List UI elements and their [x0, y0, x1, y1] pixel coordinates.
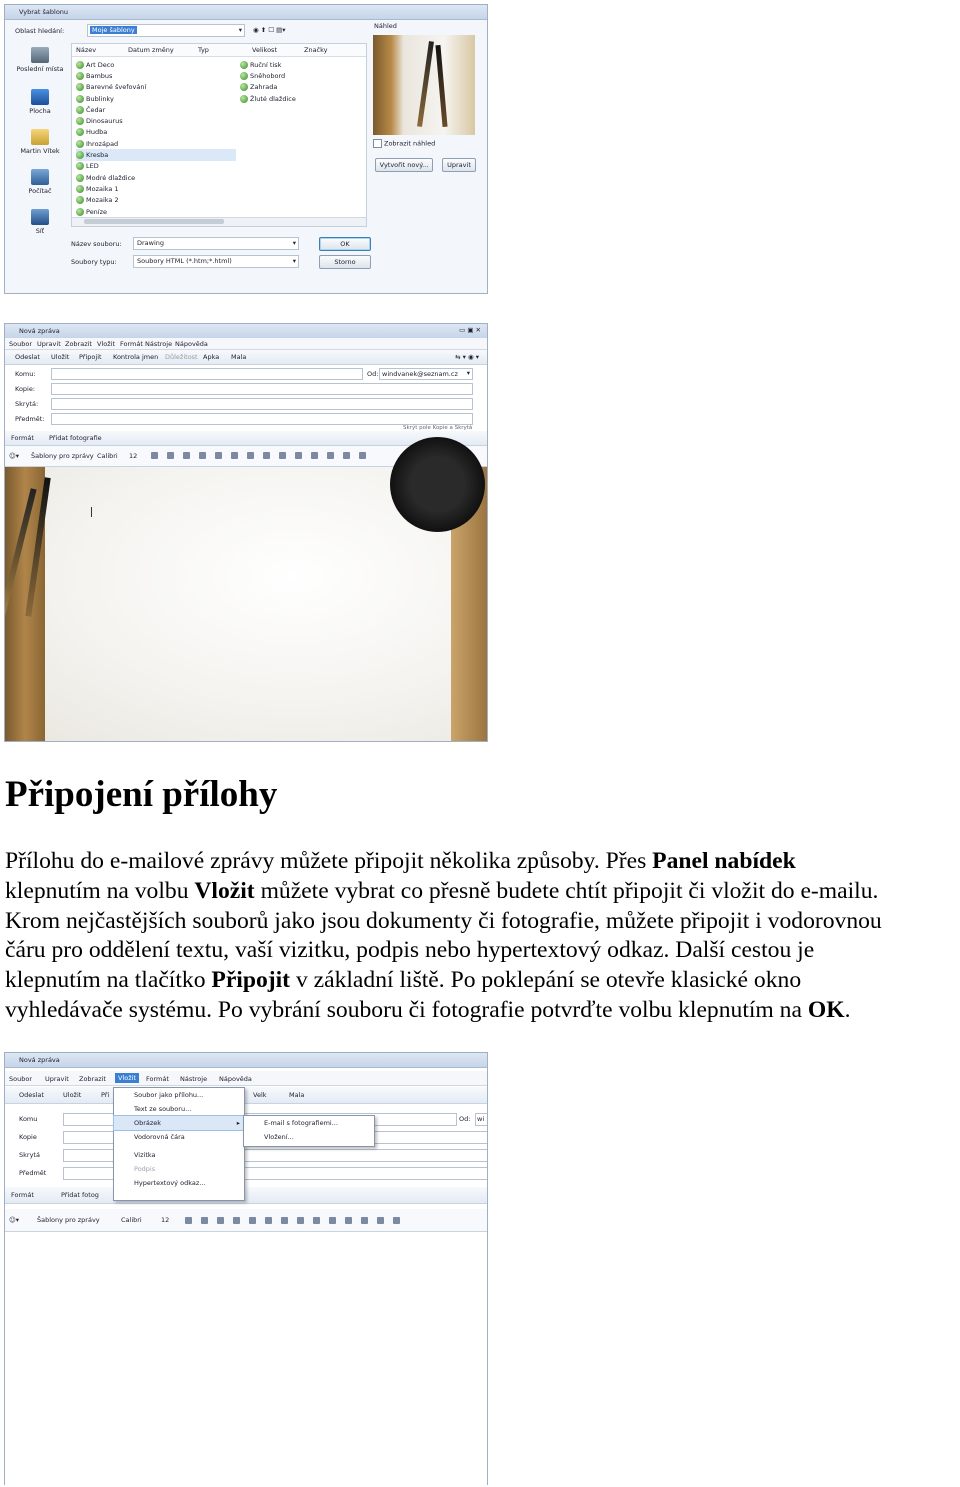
- indent-icon[interactable]: [311, 452, 318, 459]
- menu-file[interactable]: Soubor: [9, 340, 32, 348]
- template-dialog-screenshot: [4, 4, 488, 294]
- compose-titlebar: [5, 1053, 487, 1068]
- brush-icon: [417, 41, 434, 127]
- column-type[interactable]: Typ: [198, 46, 209, 54]
- bcc-label[interactable]: Skrytá:: [15, 400, 39, 408]
- nav-icons[interactable]: ◉ ⬆ ☐ ▤▾: [253, 26, 286, 34]
- column-name[interactable]: Název: [76, 46, 97, 54]
- undo-icon[interactable]: [297, 1217, 304, 1224]
- options-icon[interactable]: ⇆ ▾ ◉ ▾: [455, 353, 479, 361]
- format-bar: [5, 1187, 487, 1204]
- check-names-button[interactable]: Kontrola jmen: [113, 353, 159, 361]
- italic-icon[interactable]: [201, 1217, 208, 1224]
- template-icon: [76, 174, 84, 182]
- menu-item-hyperlink[interactable]: Hypertextový odkaz...: [134, 1179, 206, 1187]
- chevron-down-icon: ▾: [466, 369, 470, 377]
- column-headers: [72, 44, 366, 57]
- template-icon: [76, 106, 84, 114]
- message-body-stationery[interactable]: [5, 467, 487, 741]
- template-icon: [76, 151, 84, 159]
- horizontal-scrollbar[interactable]: [72, 217, 366, 226]
- template-icon: [76, 95, 84, 103]
- list-item[interactable]: Žluté dlaždice: [240, 93, 360, 104]
- compose-insert-menu-screenshot: [4, 1052, 488, 1485]
- recent-places-icon: [31, 47, 49, 63]
- search-dropdown[interactable]: [87, 24, 245, 37]
- velk-button[interactable]: Velk: [253, 1091, 267, 1099]
- cc-field[interactable]: [51, 383, 473, 395]
- list-item[interactable]: Ihrozápad: [76, 138, 236, 149]
- font-color-icon[interactable]: [199, 452, 206, 459]
- paragraph-run: čáru pro oddělení textu, vaší vizitku, podpis nebo hypertextový odkaz. Další cestou je: [5, 937, 815, 964]
- subject-field[interactable]: [51, 413, 473, 425]
- send-button[interactable]: Odeslat: [19, 1091, 44, 1099]
- from-select[interactable]: [475, 1113, 488, 1126]
- template-icon: [76, 162, 84, 170]
- from-label: Od:: [367, 370, 379, 378]
- menu-tools[interactable]: Nástroje: [145, 340, 173, 348]
- list-item[interactable]: Mozaika 1: [76, 183, 236, 194]
- template-icon: [76, 117, 84, 125]
- undo-icon[interactable]: [263, 452, 270, 459]
- from-value: wi: [477, 1115, 485, 1123]
- edit-button[interactable]: Upravit: [442, 158, 476, 172]
- cc-label[interactable]: Kopie:: [15, 385, 36, 393]
- menu-insert-active[interactable]: Vložit: [115, 1073, 139, 1083]
- paragraph-run: vyhledávače systému. Po vybrání souboru či fotografie potvrďte volbu klepnutím na: [5, 996, 808, 1023]
- apka-button[interactable]: Apka: [203, 353, 220, 361]
- menu-insert[interactable]: Vložit: [97, 340, 115, 348]
- picture-submenu: [243, 1115, 375, 1147]
- place-user[interactable]: Martin Vítek: [11, 129, 69, 155]
- highlight-icon[interactable]: [327, 452, 334, 459]
- send-button[interactable]: Odeslat: [15, 353, 40, 361]
- to-field[interactable]: [51, 368, 363, 380]
- templates-dropdown[interactable]: Šablony pro zprávy: [31, 452, 94, 460]
- menu-view[interactable]: Zobrazit: [79, 1075, 106, 1083]
- paste-icon[interactable]: [281, 1217, 288, 1224]
- cc-label[interactable]: Kopie: [19, 1133, 37, 1141]
- scrollbar-thumb[interactable]: [84, 219, 224, 224]
- template-icon: [240, 72, 248, 80]
- attach-button[interactable]: Při: [101, 1091, 110, 1099]
- menu-item-text-from-file[interactable]: Text ze souboru...: [134, 1105, 192, 1113]
- inkstone-icon: [390, 437, 485, 532]
- bold-term: Panel nabídek: [652, 848, 796, 874]
- message-body[interactable]: [5, 1233, 487, 1485]
- file-column-2: [240, 59, 360, 104]
- preview-image: [373, 35, 475, 135]
- list-icon[interactable]: [295, 452, 302, 459]
- menu-edit[interactable]: Upravit: [37, 340, 61, 348]
- search-label: Oblast hledání:: [15, 27, 65, 35]
- font-size-dropdown[interactable]: 12: [129, 452, 138, 460]
- indent-icon[interactable]: [345, 1217, 352, 1224]
- italic-icon[interactable]: [167, 452, 174, 459]
- network-icon: [31, 209, 49, 225]
- checkbox-checked-icon: [373, 139, 382, 148]
- save-button[interactable]: Uložit: [63, 1091, 82, 1099]
- place-desktop[interactable]: Plocha: [11, 89, 69, 115]
- filename-label: Název souboru:: [71, 240, 122, 248]
- paragraph-run: v základní liště. Po poklepání se otevře klasické okno: [290, 967, 802, 994]
- list-item[interactable]: Sněhobord: [240, 70, 360, 81]
- paragraph-run: .: [844, 996, 851, 1023]
- file-list: [71, 43, 367, 227]
- menu-item-insert-picture[interactable]: Vložení...: [264, 1133, 294, 1141]
- menu-view[interactable]: Zobrazit: [65, 340, 92, 348]
- template-icon: [240, 95, 248, 103]
- show-preview-checkbox[interactable]: Zobrazit náhled: [373, 139, 435, 148]
- preview-label: Náhled: [374, 22, 397, 30]
- add-photos-button[interactable]: Přidat fotog: [61, 1191, 99, 1199]
- list-item-selected[interactable]: Kresba: [76, 149, 236, 160]
- bold-icon[interactable]: [151, 452, 158, 459]
- desktop-icon: [31, 89, 49, 105]
- submenu-arrow-icon: ▸: [236, 1119, 240, 1127]
- mala-button[interactable]: Mala: [231, 353, 247, 361]
- underline-icon[interactable]: [217, 1217, 224, 1224]
- subject-label: Předmět:: [15, 415, 45, 423]
- template-icon: [76, 83, 84, 91]
- link-icon[interactable]: [377, 1217, 384, 1224]
- section-heading: Připojení přílohy: [5, 774, 278, 815]
- place-recent[interactable]: Poslední místa: [11, 47, 69, 73]
- computer-icon: [31, 169, 49, 185]
- filetype-label: Soubory typu:: [71, 258, 117, 266]
- bcc-field[interactable]: [51, 398, 473, 410]
- link-icon[interactable]: [343, 452, 350, 459]
- compose-titlebar: [5, 324, 487, 339]
- window-title: Nová zpráva: [19, 1056, 60, 1064]
- place-network[interactable]: Síť: [11, 209, 69, 235]
- template-icon: [76, 208, 84, 216]
- paragraph-run: Přílohu do e-mailové zprávy můžete připojit několika způsoby. Přes: [5, 848, 653, 874]
- list-item[interactable]: Ruční tisk: [240, 59, 360, 70]
- highlight-icon[interactable]: [361, 1217, 368, 1224]
- body-paragraph: [5, 847, 960, 1026]
- menu-bar: [5, 1071, 487, 1086]
- list-item[interactable]: Art Deco: [76, 59, 236, 70]
- font-size-dropdown[interactable]: 12: [161, 1216, 170, 1224]
- menu-file[interactable]: Soubor: [9, 1075, 32, 1083]
- template-icon: [240, 83, 248, 91]
- list-icon[interactable]: [329, 1217, 336, 1224]
- list-item[interactable]: Bublinky: [76, 93, 236, 104]
- filename-input[interactable]: [133, 237, 299, 250]
- compose-stationery-screenshot: [4, 323, 488, 742]
- subject-label: Předmět: [19, 1169, 47, 1177]
- list-item[interactable]: Hudba: [76, 127, 236, 138]
- menu-help[interactable]: Nápověda: [175, 340, 208, 348]
- picture-icon[interactable]: [359, 452, 366, 459]
- chevron-down-icon: ▾: [238, 26, 242, 34]
- list-item[interactable]: Peníze: [76, 206, 236, 217]
- bold-term: Vložit: [194, 877, 255, 904]
- menu-item-business-card[interactable]: Vizitka: [134, 1151, 156, 1159]
- main-toolbar: [5, 1087, 487, 1104]
- underline-icon[interactable]: [183, 452, 190, 459]
- dialog-titlebar: [5, 5, 487, 20]
- font-name-dropdown[interactable]: Calibri: [121, 1216, 142, 1224]
- user-folder-icon: [31, 129, 49, 145]
- emoticon-icon[interactable]: ☺▾: [9, 452, 20, 460]
- list-item[interactable]: Mozaika 2: [76, 195, 236, 206]
- paragraph-run: klepnutím na tlačítko: [5, 967, 212, 994]
- column-tags[interactable]: Značky: [304, 46, 328, 54]
- formatting-toolbar: [5, 1209, 487, 1232]
- template-icon: [76, 185, 84, 193]
- cut-icon[interactable]: [249, 1217, 256, 1224]
- formatting-icons[interactable]: [185, 1216, 409, 1224]
- insert-menu: [113, 1087, 245, 1201]
- dialog-title: Vybrat šablonu: [19, 8, 69, 16]
- format-button[interactable]: Formát: [11, 1191, 34, 1199]
- format-button[interactable]: Formát: [11, 434, 34, 442]
- bold-icon[interactable]: [185, 1217, 192, 1224]
- header-fields: [5, 365, 487, 431]
- from-label: Od:: [459, 1115, 471, 1123]
- chevron-down-icon: ▾: [292, 257, 296, 265]
- from-value: windvanek@seznam.cz: [382, 370, 458, 378]
- template-icon: [240, 61, 248, 69]
- place-computer[interactable]: Počítač: [11, 169, 69, 195]
- copy-icon[interactable]: [231, 452, 238, 459]
- menu-help[interactable]: Nápověda: [219, 1075, 252, 1083]
- bcc-label[interactable]: Skrytá: [19, 1151, 40, 1159]
- list-item[interactable]: Modré dlaždice: [76, 172, 236, 183]
- paragraph-run: můžete vybrat co přesně budete chtít připojit či vložit do e-mailu.: [254, 877, 879, 904]
- list-item[interactable]: Barevné švefování: [76, 82, 236, 93]
- menu-item-picture[interactable]: Obrázek ▸: [114, 1116, 244, 1130]
- hide-cc-link[interactable]: Skrýt pole Kopie a Skrytá: [403, 425, 473, 431]
- list-item[interactable]: Bambus: [76, 70, 236, 81]
- to-label[interactable]: Komu: [19, 1115, 38, 1123]
- create-new-button[interactable]: Vytvořit nový...: [375, 158, 433, 172]
- menu-edit[interactable]: Upravit: [45, 1075, 69, 1083]
- window-controls[interactable]: ▭ ▣ ✕: [459, 326, 481, 334]
- font-color-icon[interactable]: [233, 1217, 240, 1224]
- save-button[interactable]: Uložit: [51, 353, 70, 361]
- brush-icon: [435, 45, 447, 127]
- places-bar: [11, 43, 69, 243]
- paragraph-run: klepnutím na volbu: [5, 877, 195, 904]
- priority-button[interactable]: Důležitost: [165, 353, 198, 361]
- file-column-1: [76, 59, 236, 217]
- filetype-value: Soubory HTML (*.htm;*.html): [137, 257, 232, 265]
- menu-format[interactable]: Formát: [120, 340, 143, 348]
- from-select[interactable]: [379, 368, 473, 380]
- emoticon-icon[interactable]: ☺▾: [9, 1216, 20, 1224]
- menu-item-attach-file[interactable]: Soubor jako přílohu...: [134, 1091, 204, 1099]
- style-icon[interactable]: [279, 452, 286, 459]
- mala-button[interactable]: Mala: [289, 1091, 305, 1099]
- menu-format[interactable]: Formát: [146, 1075, 169, 1083]
- menu-bar: [5, 338, 487, 350]
- ok-button[interactable]: OK: [319, 237, 371, 251]
- chevron-down-icon: ▾: [292, 239, 296, 247]
- paragraph-run: Krom nejčastějších souborů jako jsou dokumenty či fotografie, můžete připojit i vodorovnou: [5, 907, 882, 934]
- menu-item-signature: Podpis: [134, 1165, 156, 1173]
- templates-dropdown[interactable]: Šablony pro zprávy: [37, 1216, 100, 1224]
- template-icon: [76, 72, 84, 80]
- menu-tools[interactable]: Nástroje: [180, 1075, 208, 1083]
- list-item[interactable]: Čedar: [76, 104, 236, 115]
- list-item[interactable]: Dinosaurus: [76, 115, 236, 126]
- column-size[interactable]: Velikost: [252, 46, 277, 54]
- bold-term: Připojit: [211, 967, 291, 994]
- to-label[interactable]: Komu:: [15, 370, 36, 378]
- search-value: Moje šablony: [92, 26, 135, 34]
- picture-icon[interactable]: [393, 1217, 400, 1224]
- copy-icon[interactable]: [265, 1217, 272, 1224]
- window-title: Nová zpráva: [19, 327, 60, 335]
- font-name-dropdown[interactable]: Calibri: [97, 452, 118, 460]
- filename-value: Drawing: [137, 239, 165, 247]
- template-icon: [76, 140, 84, 148]
- cut-icon[interactable]: [215, 452, 222, 459]
- text-cursor: [91, 507, 92, 517]
- menu-item-horizontal-line[interactable]: Vodorovná čára: [134, 1133, 185, 1141]
- filetype-select[interactable]: [133, 255, 299, 268]
- list-item[interactable]: Zahrada: [240, 82, 360, 93]
- main-toolbar: [5, 350, 487, 365]
- formatting-icons[interactable]: [151, 451, 375, 459]
- add-photos-button[interactable]: Přidat fotografie: [49, 434, 102, 442]
- style-icon[interactable]: [313, 1217, 320, 1224]
- template-icon: [76, 61, 84, 69]
- paste-icon[interactable]: [247, 452, 254, 459]
- template-icon: [76, 196, 84, 204]
- column-date[interactable]: Datum změny: [128, 46, 174, 54]
- template-icon: [76, 128, 84, 136]
- attach-button[interactable]: Připojit: [79, 353, 102, 361]
- list-item[interactable]: LED: [76, 161, 236, 172]
- cancel-button[interactable]: Storno: [319, 255, 371, 269]
- menu-item-photo-email[interactable]: E-mail s fotografiemi...: [264, 1119, 338, 1127]
- bold-term: OK: [807, 996, 845, 1023]
